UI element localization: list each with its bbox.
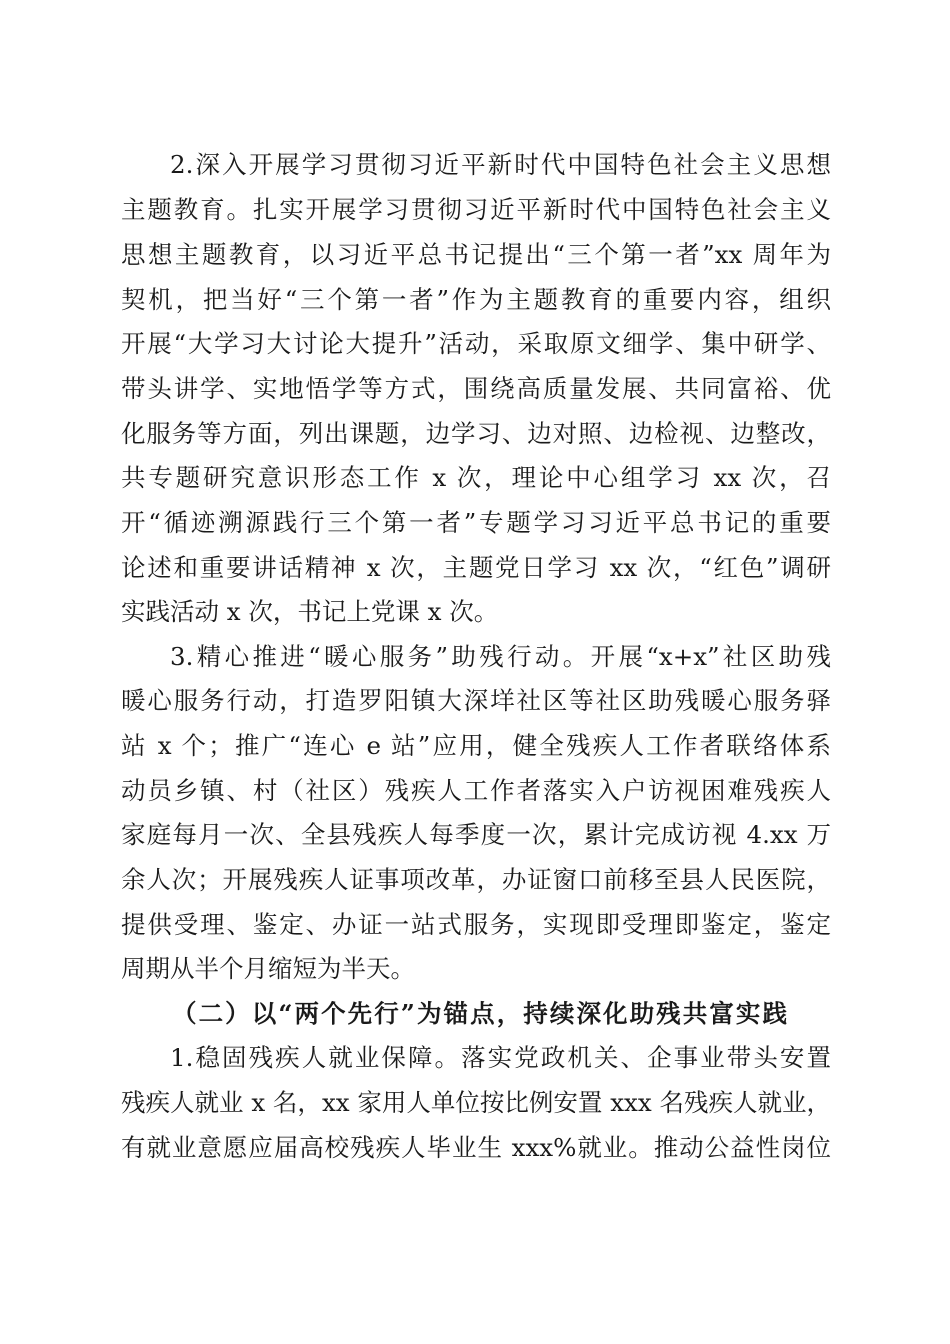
para-3-line-2: 暖心服务行动，打造罗阳镇大深垟社区等社区助残暖心服务驿 [121, 686, 831, 715]
para-2-line-7: 化服务等方面，列出课题，边学习、边对照、边检视、边整改， [121, 419, 831, 448]
section-heading: （二）以“两个先行”为锚点，持续深化助残共富实践 [172, 999, 787, 1028]
para-2-line-9: 开“循迹溯源践行三个第一者”专题学习习近平总书记的重要 [121, 508, 831, 537]
para-3-line-4: 动员乡镇、村（社区）残疾人工作者落实入户访视困难残疾人 [121, 776, 831, 805]
para-3-line-8: 周期从半个月缩短为半天。 [121, 954, 415, 983]
para-2-line-3: 思想主题教育，以习近平总书记提出“三个第一者”xx 周年为 [121, 240, 831, 269]
para-3-line-1: 3.精心推进“暖心服务”助残行动。开展“x+x”社区助残 [170, 642, 831, 671]
para-2-line-5: 开展“大学习大讨论大提升”活动，采取原文细学、集中研学、 [121, 329, 831, 358]
para-3-line-7: 提供受理、鉴定、办证一站式服务，实现即受理即鉴定，鉴定 [121, 910, 831, 939]
para-2-line-1: 2.深入开展学习贯彻习近平新时代中国特色社会主义思想 [170, 150, 831, 179]
para-2-line-4: 契机，把当好“三个第一者”作为主题教育的重要内容，组织 [121, 285, 831, 314]
para-4-line-2: 残疾人就业 x 名，xx 家用人单位按比例安置 xxx 名残疾人就业， [121, 1088, 831, 1117]
para-2-line-10: 论述和重要讲话精神 x 次，主题党日学习 xx 次，“红色”调研 [121, 553, 831, 582]
para-3-line-6: 余人次；开展残疾人证事项改革，办证窗口前移至县人民医院， [121, 865, 831, 894]
para-2-line-8: 共专题研究意识形态工作 x 次，理论中心组学习 xx 次，召 [121, 463, 831, 492]
para-3-line-5: 家庭每月一次、全县残疾人每季度一次，累计完成访视 4.xx 万 [121, 820, 831, 849]
para-4-line-3: 有就业意愿应届高校残疾人毕业生 xxx%就业。推动公益性岗位 [121, 1133, 831, 1162]
para-2-line-2: 主题教育。扎实开展学习贯彻习近平新时代中国特色社会主义 [121, 195, 831, 224]
para-3-line-3: 站 x 个；推广“连心 e 站”应用，健全残疾人工作者联络体系 [121, 731, 831, 760]
para-4-line-1: 1.稳固残疾人就业保障。落实党政机关、企事业带头安置 [170, 1043, 831, 1072]
para-2-line-6: 带头讲学、实地悟学等方式，围绕高质量发展、共同富裕、优 [121, 374, 831, 403]
para-2-line-11: 实践活动 x 次，书记上党课 x 次。 [121, 597, 499, 626]
